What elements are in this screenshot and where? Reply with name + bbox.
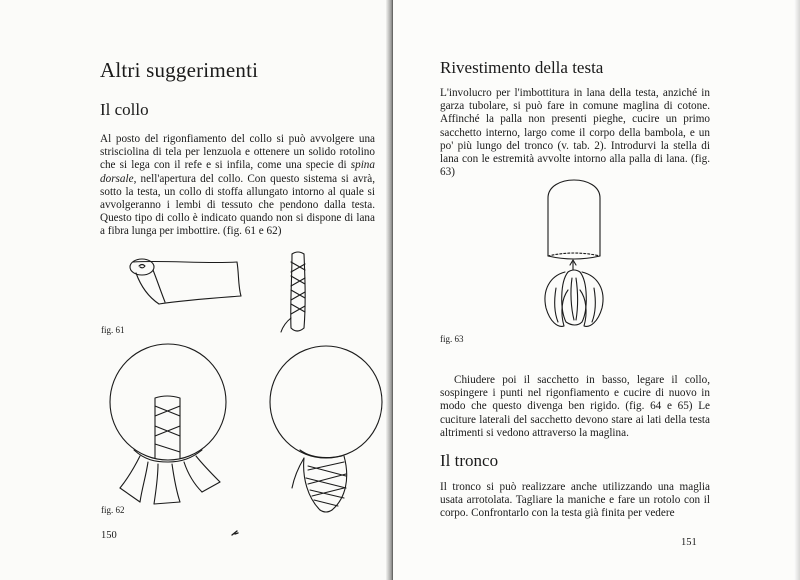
- paragraph-chiudere: Chiudere poi il sacchetto in basso, legare il collo, sospingere i punti nel rigonfiamento e cucire di nuovo in modo che questo divenga ben rigido. (fig. 64 e 65) Le cuciture laterali del sacchetto devono stare ai lati della testa altrimenti si vedono attraverso la maglina.: [440, 374, 710, 439]
- right-page: [393, 0, 800, 580]
- paragraph-tronco: Il tronco si può realizzare anche utilizzando una maglia usata arrotolata. Tagliare la maniche e fare un rotolo con il corpo. Confrontarlo con la testa già finita per vedere: [440, 481, 710, 520]
- paragraph-collo-part-1: Al posto del rigonfiamento del collo si può avvolgere una strisciolina di tela per lenzuola e ottenere un solido rotolino che si lega con il refe e si infila, come una specie di: [100, 133, 375, 172]
- chapter-title: Altri suggerimenti: [100, 58, 259, 82]
- fig61-tied-roll-drawing: [278, 248, 318, 338]
- page-number-right: 151: [681, 537, 697, 548]
- section-title-rivestimento: Rivestimento della testa: [440, 58, 604, 77]
- page-edge-shadow: [794, 0, 800, 580]
- section-title-collo: Il collo: [100, 100, 149, 119]
- page-number-left: 150: [101, 530, 117, 541]
- fig61-rolled-strip-drawing: [125, 252, 250, 312]
- paragraph-rivestimento: L'involucro per l'imbottitura in lana della testa, anziché in garza tubolare, si può fare in comune maglina di cotone. Affinché la palla non presenti pieghe, cucire un primo sacchetto interno, largo come il corpo della bambola, e un po' più lungo del tronco (v. tab. 2). Introdurvi la stella di lana con le estremità avvolte intorno alla palla di lana. (fig. 63): [440, 87, 710, 179]
- paragraph-collo-italic: spina dorsale: [100, 159, 375, 185]
- left-page: [0, 0, 393, 580]
- fig63-sleeve-and-wool-drawing: [538, 172, 613, 332]
- fig62-head-wrapped-drawing: [100, 338, 240, 508]
- paragraph-collo: [100, 133, 375, 239]
- fig63-caption: fig. 63: [440, 334, 464, 344]
- fig62-head-tied-drawing: [258, 338, 388, 518]
- section-title-tronco: Il tronco: [440, 451, 499, 470]
- paragraph-collo-part-3: , nell'apertura del collo. Con questo sistema si avrà, sotto la testa, un collo di stoffa allungato intorno al quale si avvolgeranno i lembi di tessuto che pendono dalla testa. Questo tipo di collo è indicato quando non si dispone di lana a fibra lunga per imbottire. (fig. 61 e 62): [100, 172, 375, 238]
- fig62-caption: fig. 62: [101, 505, 125, 515]
- fig61-caption: fig. 61: [101, 325, 125, 335]
- stray-mark-drawing: [230, 528, 240, 538]
